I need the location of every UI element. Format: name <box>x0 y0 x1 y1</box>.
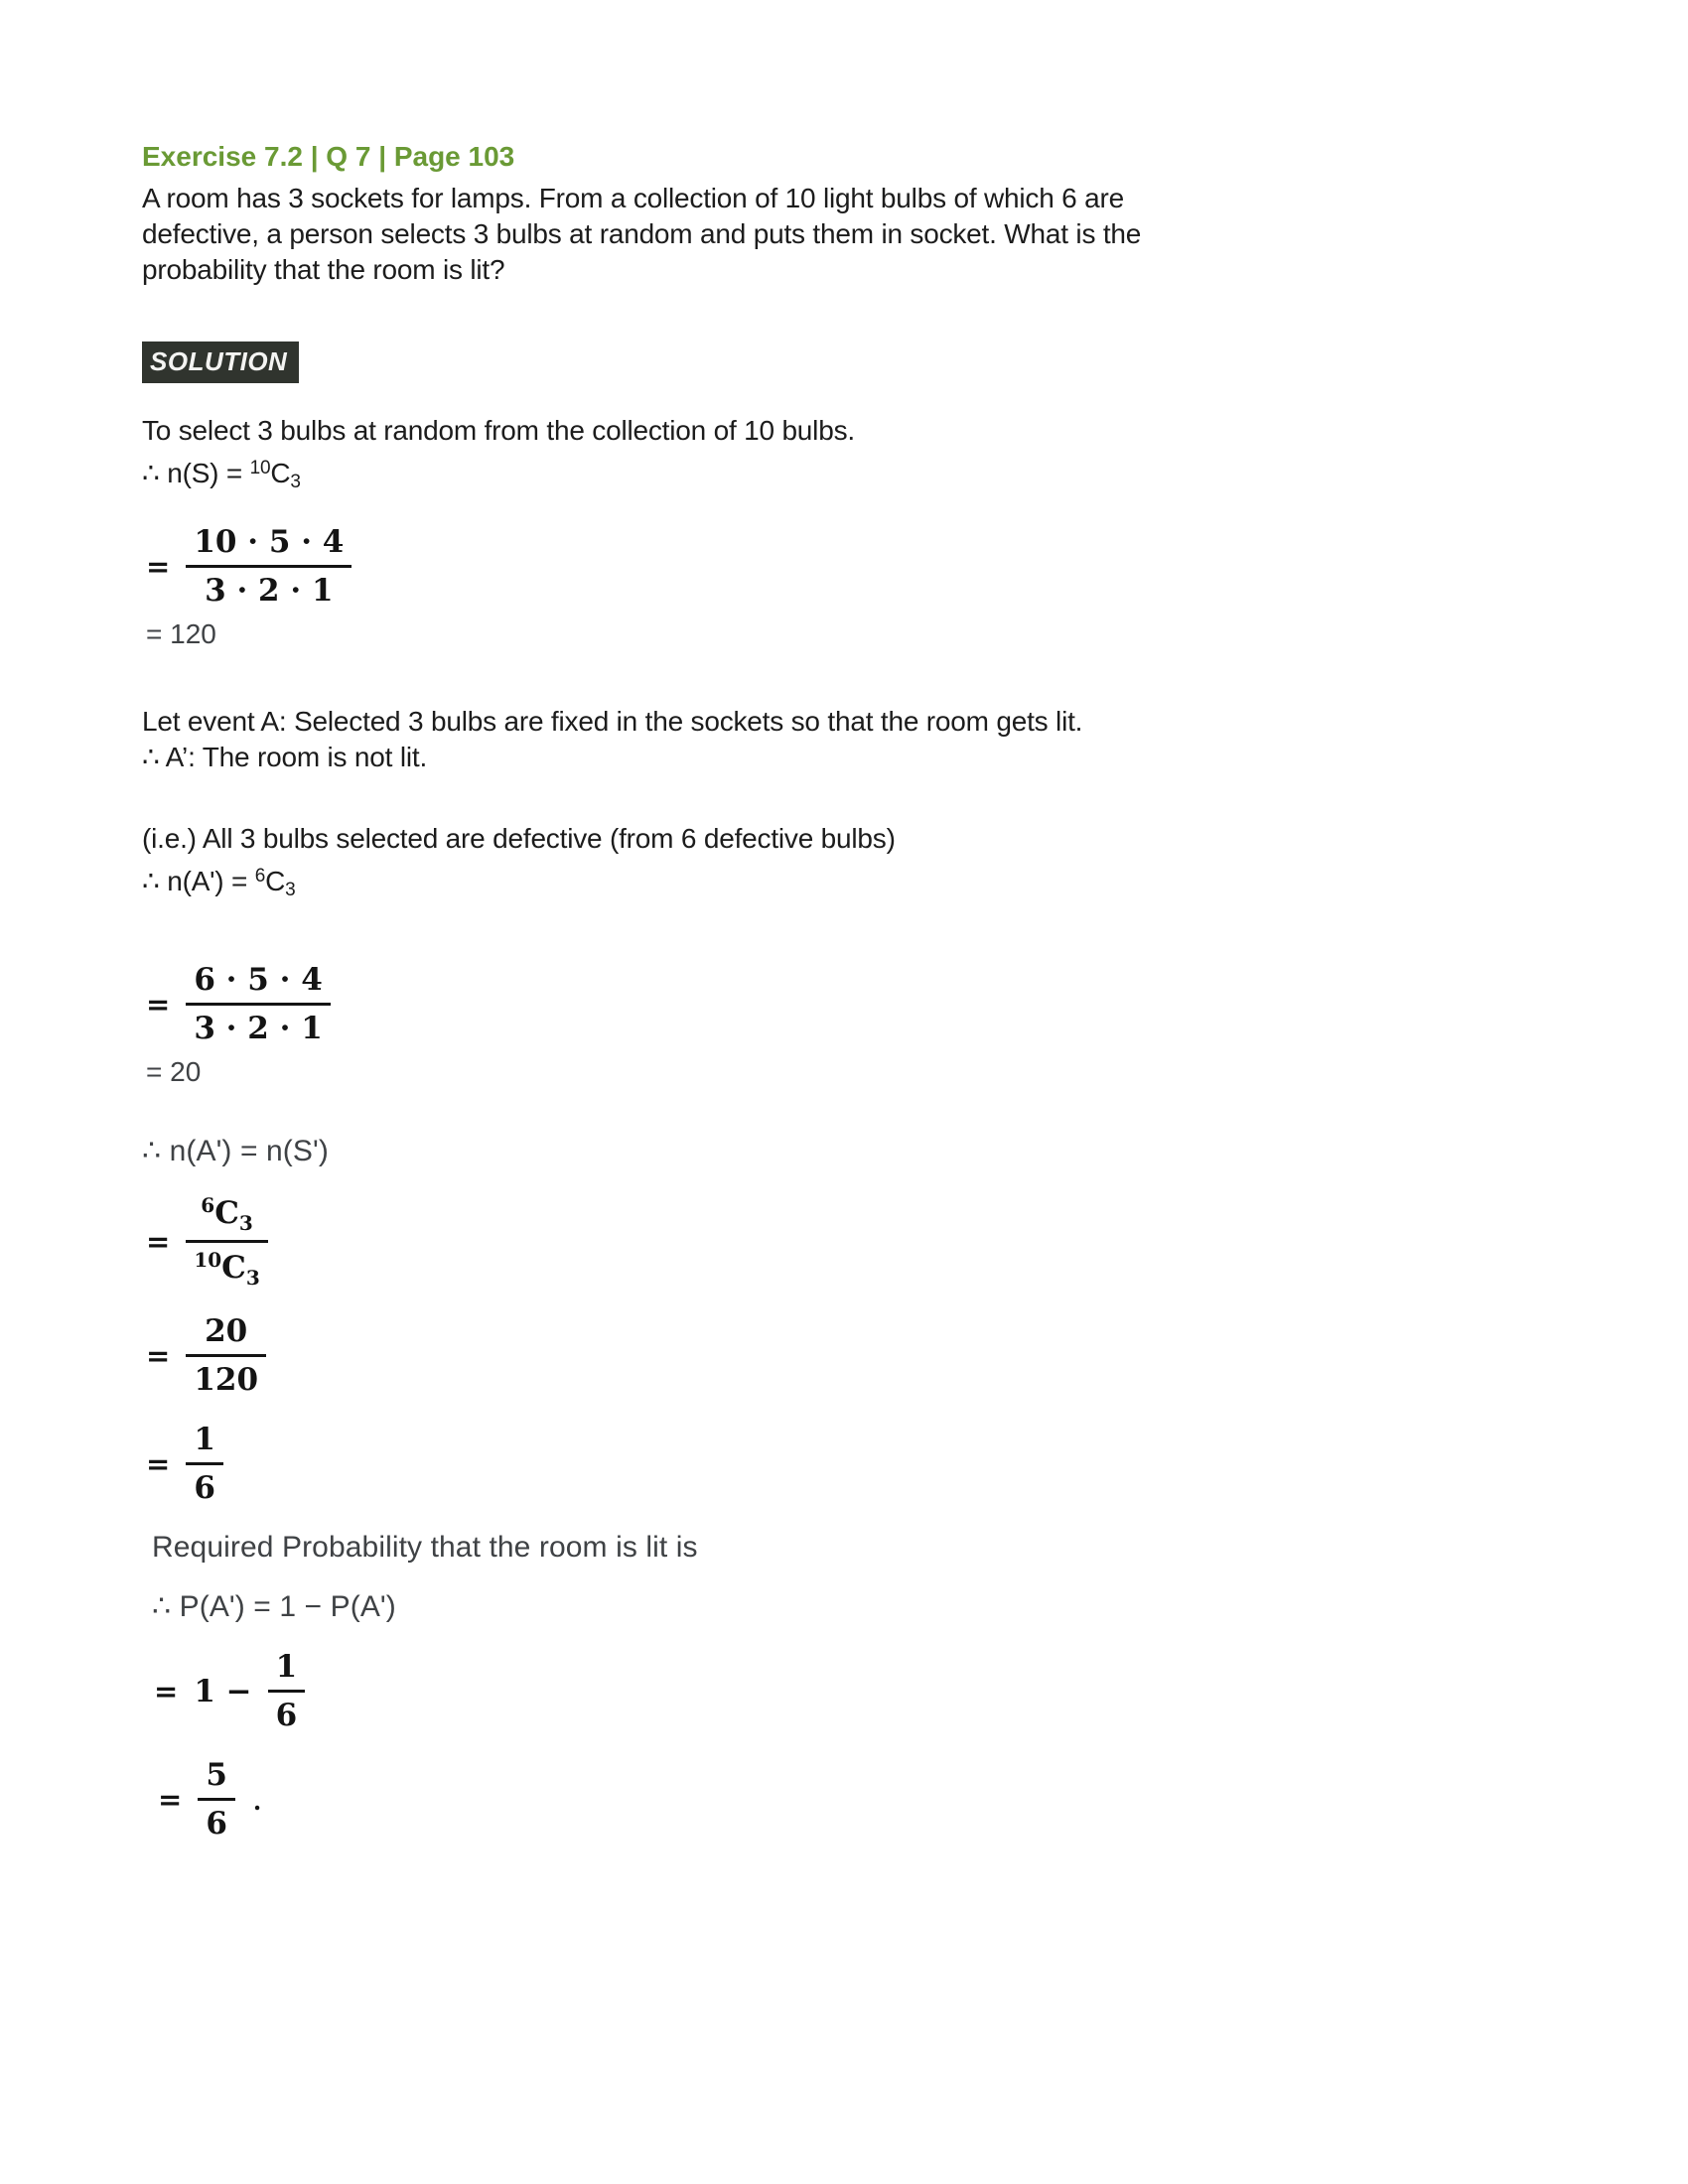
fraction <box>186 1313 266 1398</box>
ns-superscript: 10 <box>249 458 271 478</box>
ratio-statement: ∴ n(A') = n(S') <box>142 1135 329 1167</box>
required-probability-statement: Required Probability that the room is lit is <box>152 1531 698 1564</box>
numerator: 20 <box>205 1313 248 1349</box>
fraction <box>186 524 352 609</box>
denominator: 3 · 2 · 1 <box>194 1011 323 1046</box>
denominator <box>186 1243 267 1290</box>
na-base: C <box>265 866 286 896</box>
denominator: 6 <box>206 1806 227 1842</box>
equals-sign: = <box>146 1338 171 1373</box>
solution-intro: To select 3 bulbs at random from the collection of 10 bulbs. <box>142 415 855 446</box>
na-superscript: 6 <box>254 866 266 887</box>
solution-badge: SOLUTION <box>142 341 299 383</box>
numerator: 6 · 5 · 4 <box>194 962 323 998</box>
fraction-10-5-4 <box>146 524 1314 609</box>
final-period: . <box>252 1787 262 1816</box>
ns-prefix: ∴ n(S) = <box>142 458 250 488</box>
equals-sign: = <box>146 1224 171 1259</box>
numerator: 5 <box>206 1757 227 1793</box>
minuend-term: 1 − <box>194 1673 252 1709</box>
ncr-subscript: 3 <box>245 1266 260 1290</box>
ncr-superscript: 10 <box>194 1248 222 1272</box>
equals-sign: = <box>146 549 171 584</box>
fraction-1-6 <box>146 1422 1314 1506</box>
ns-formula <box>142 451 1314 500</box>
ncr-subscript: 3 <box>238 1211 253 1235</box>
equals-sign: = <box>154 1674 179 1708</box>
exercise-header: Exercise 7.2 | Q 7 | Page 103 <box>142 141 515 172</box>
numerator: 1 <box>275 1649 298 1685</box>
ns-subscript: 3 <box>290 472 301 492</box>
ncr-base: C <box>214 1195 239 1231</box>
event-definition: Let event A: Selected 3 bulbs are fixed in the sockets so that the room gets lit. <box>142 706 1083 737</box>
equals-sign: = <box>146 1446 171 1481</box>
probability-equation: ∴ P(A') = 1 − P(A') <box>152 1590 396 1623</box>
ie-explanation: (i.e.) All 3 bulbs selected are defective (from 6 defective bulbs) <box>142 823 896 854</box>
numerator: 10 · 5 · 4 <box>194 524 345 560</box>
question-line: probability that the room is lit? <box>142 254 505 285</box>
numerator <box>193 1193 261 1240</box>
ncr-superscript: 6 <box>201 1193 215 1217</box>
question-line: A room has 3 sockets for lamps. From a collection of 10 light bulbs of which 6 are <box>142 183 1124 213</box>
result-120: = 120 <box>146 618 216 649</box>
fraction-1-minus-1-6 <box>154 1649 1314 1733</box>
fraction-20-120 <box>146 1313 1314 1398</box>
equals-sign: = <box>158 1782 183 1817</box>
fraction-ncr <box>146 1193 1314 1290</box>
fraction <box>186 1193 267 1290</box>
na-subscript: 3 <box>285 880 296 900</box>
numerator: 1 <box>194 1422 215 1457</box>
denominator: 120 <box>194 1362 259 1398</box>
denominator: 6 <box>194 1470 215 1506</box>
fraction-5-6 <box>158 1757 1314 1842</box>
ns-base: C <box>270 458 291 488</box>
na-formula <box>142 859 1314 908</box>
fraction <box>186 962 330 1046</box>
fraction <box>186 1422 223 1506</box>
event-complement: ∴ A’: The room is not lit. <box>142 742 428 772</box>
question-line: defective, a person selects 3 bulbs at random and puts them in socket. What is the <box>142 218 1142 249</box>
fraction-6-5-4 <box>146 962 1314 1046</box>
fraction <box>198 1757 235 1842</box>
result-20: = 20 <box>146 1056 202 1087</box>
na-prefix: ∴ n(A') = <box>142 866 255 896</box>
denominator: 3 · 2 · 1 <box>205 573 334 609</box>
equals-sign: = <box>146 987 171 1022</box>
fraction <box>268 1649 306 1733</box>
denominator: 6 <box>275 1698 298 1733</box>
ncr-base: C <box>221 1250 246 1286</box>
